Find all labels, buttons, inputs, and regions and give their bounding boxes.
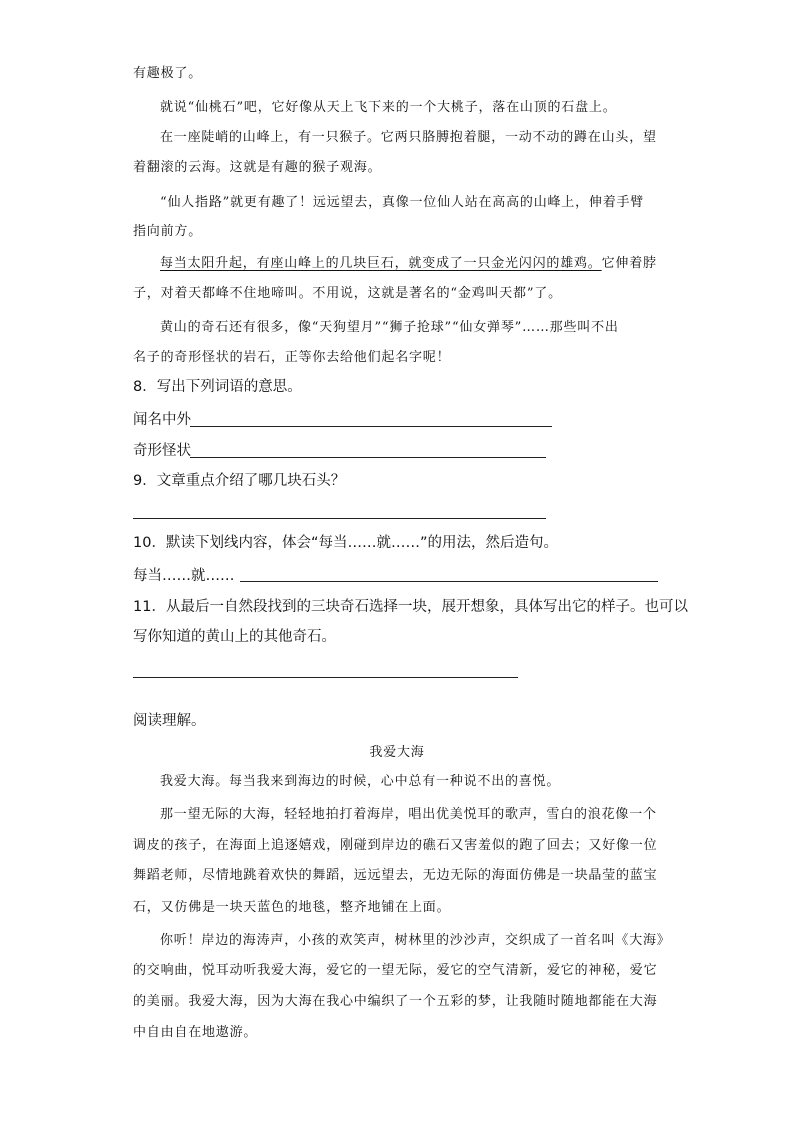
underlined-sentence: 每当太阳升起，有座山峰上的几块巨石，就变成了一只金光闪闪的雄鸡。 — [160, 256, 602, 271]
passage-line: 舞蹈老师，尽情地跳着欢快的舞蹈，远远望去，无边无际的海面仿佛是一块晶莹的蓝宝 — [133, 868, 658, 883]
passage-line: 有趣极了。 — [133, 66, 203, 81]
question-9: 9．文章重点介绍了哪几块石头？ — [133, 473, 346, 489]
answer-blank[interactable] — [133, 677, 518, 678]
answer-blank[interactable] — [240, 581, 658, 582]
question-11: 11．从最后一自然段找到的三块奇石选择一块，展开想象，具体写出它的样子。也可以 — [133, 599, 688, 615]
answer-blank[interactable] — [190, 426, 552, 427]
passage-line: 就说“仙桃石”吧，它好像从天上飞下来的一个大桃子，落在山顶的石盘上。 — [160, 100, 617, 115]
passage-line: 着翻滚的云海。这就是有趣的猴子观海。 — [133, 160, 382, 175]
passage-line: 调皮的孩子，在海面上追逐嬉戏，刚碰到岸边的礁石又害羞似的跑了回去；又好像一位 — [133, 838, 658, 853]
passage-line: 指向前方。 — [133, 224, 203, 239]
passage-text: 它伸着脖 — [601, 256, 657, 271]
answer-blank[interactable] — [133, 518, 546, 519]
term-label: 奇形怪状 — [133, 443, 191, 459]
passage-line: 那一望无际的大海，轻轻地拍打着海岸，唱出优美悦耳的歌声，雪白的浪花像一个 — [160, 807, 657, 822]
passage-line: 在一座陡峭的山峰上，有一只猴子。它两只胳膊抱着腿，一动不动的蹲在山头，望 — [160, 130, 657, 145]
passage-line: 名子的奇形怪状的岩石，正等你去给他们起名字呢！ — [133, 350, 451, 365]
passage-line-underlined — [160, 254, 657, 274]
passage-line: 的美丽。我爱大海，因为大海在我心中编织了一个五彩的梦，让我随时随地都能在大海 — [133, 994, 658, 1009]
passage-line: 子，对着天都峰不住地啼叫。不用说，这就是著名的“金鸡叫天都”了。 — [133, 286, 562, 301]
passage-line: 的交响曲，悦耳动听我爱大海，爱它的一望无际，爱它的空气清新，爱它的神秘，爱它 — [133, 963, 658, 978]
passage-line: 石，又仿佛是一块天蓝色的地毯，整齐地铺在上面。 — [133, 900, 451, 915]
passage-title: 我爱大海 — [369, 745, 425, 760]
term-label: 闻名中外 — [133, 412, 191, 428]
section-heading: 阅读理解。 — [133, 713, 206, 729]
passage-line: “仙人指路”就更有趣了！远远望去，真像一位仙人站在高高的山峰上，伸着手臂 — [160, 195, 645, 210]
sentence-prompt: 每当……就…… — [133, 568, 235, 584]
question-11-cont: 写你知道的黄山上的其他奇石。 — [133, 629, 336, 645]
answer-blank[interactable] — [190, 457, 546, 458]
passage-line: 我爱大海。每当我来到海边的时候，心中总有一种说不出的喜悦。 — [160, 774, 561, 789]
passage-line: 你听！岸边的海涛声，小孩的欢笑声，树林里的沙沙声，交织成了一首名叫《大海》 — [160, 933, 671, 948]
question-10: 10．默读下划线内容，体会“每当……就……”的用法，然后造句。 — [133, 535, 558, 551]
question-8: 8．写出下列词语的意思。 — [133, 379, 302, 395]
passage-line: 中自由自在地遨游。 — [133, 1025, 258, 1040]
passage-line: 黄山的奇石还有很多，像“天狗望月”“狮子抢球”“仙女弹琴”……那些叫不出 — [160, 320, 619, 335]
